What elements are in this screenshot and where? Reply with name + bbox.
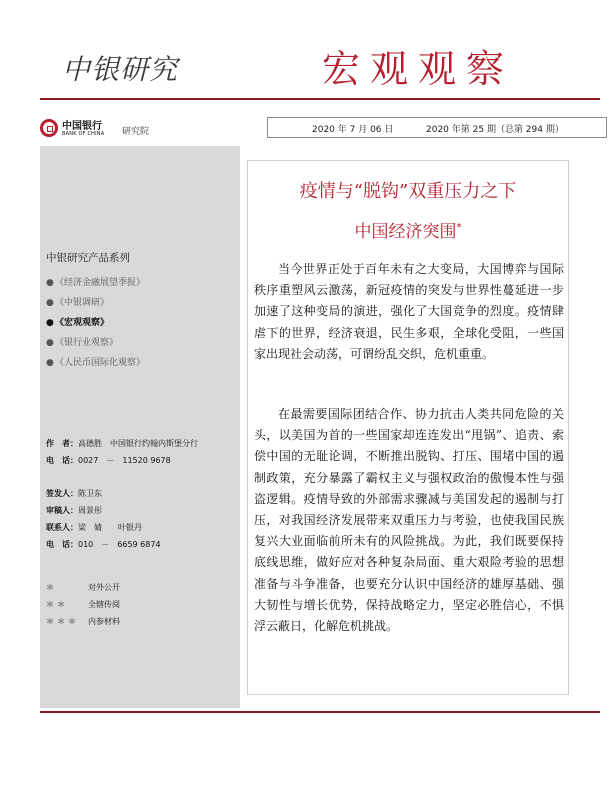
publication-title: 宏观观察 (322, 47, 515, 91)
bank-of-china-logo (40, 117, 114, 141)
header-divider (40, 98, 600, 100)
distribution-level: ＊ 对外公开 (46, 583, 120, 592)
footnote-mark: * (456, 222, 462, 234)
footer-divider (40, 711, 600, 713)
publication-date: 2020 年 7 月 06 日 (312, 125, 394, 135)
contact-line: 联系人：梁 婧 叶银丹 (46, 523, 142, 532)
author-phone-line: 电 话：0027 － 11520 9678 (46, 456, 171, 465)
distribution-level: ＊＊ 全辖传阅 (46, 600, 120, 609)
article (247, 160, 569, 695)
series-item: ●《经济金融展望季报》 (46, 278, 146, 288)
article-paragraph: 在最需要国际团结合作、协力抗击人类共同危险的关头，以美国为首的一些国家却连连发出“甩锅”、追责、索偿中国的无耻论调，不断推出脱钩、打压、围堵中国的遏制政策，充分暴露了霸权主义与强权政治的傲慢本性与强盗逻辑。疫情导致的外部需求骤减与美国发起的遏制与打压，对我国经济发展带来双重压力与考验，也使我国民族复兴大业面临前所未有的风险挑战。为此，我们既要保持底线思维，做好应对各种复杂局面、重大艰险考验的思想准备与斗争准备，也要充分认识中国经济的雄厚基础、强大韧性与增长优势，保持战略定力，坚定必胜信心，不惧浮云蔽日，化解危机挑战。 (254, 407, 564, 634)
distribution-level: ＊＊＊ 内参材料 (46, 617, 120, 626)
series-item: ●《银行业观察》 (46, 338, 119, 348)
institute-label: 研究院 (122, 127, 150, 137)
article-title: 疫情与“脱钩”双重压力之下 (299, 181, 517, 202)
contact-phone-line: 电 话：010 － 6659 6874 (46, 540, 161, 549)
reviewer-line: 审稿人：周景彤 (46, 506, 102, 515)
logo-chinese-name: 中国银行 (62, 121, 102, 132)
series-item-active: ●《宏观观察》 (46, 318, 110, 328)
article-paragraph: 当今世界正处于百年未有之大变局，大国博弈与国际秩序重塑风云激荡，新冠疫情的突发与世界性蔓延进一步加速了这种变局的演进，强化了大国竞争的烈度。疫情肆虐下的世界，经济衰退，民生多艰，全球化受阻，一些国家出现社会动荡，可谓纷乱交织，危机重重。 (254, 262, 564, 361)
series-item: ●《人民币国际化观察》 (46, 358, 146, 368)
logo-english-name: BANK OF CHINA (62, 131, 105, 137)
article-subtitle: 中国经济突围* (354, 222, 462, 242)
series-item: ●《中银调研》 (46, 298, 110, 308)
bullet-icon: ● (46, 278, 54, 288)
series-title: 中银研究产品系列 (46, 252, 130, 264)
sidebar (40, 146, 240, 708)
bank-of-china-emblem-icon (40, 119, 58, 137)
bullet-icon: ● (46, 338, 54, 348)
brand-calligraphy-logo: 中银研究 (62, 53, 179, 86)
issue-number: 2020 年第 25 期（总第 294 期） (426, 125, 564, 135)
author-line: 作 者：高德胜 中国银行约翰内斯堡分行 (46, 439, 198, 448)
bullet-icon: ● (46, 358, 54, 368)
signer-line: 签发人：陈卫东 (46, 489, 102, 498)
bullet-icon: ● (46, 318, 54, 328)
date-issue-box (267, 117, 607, 138)
bullet-icon: ● (46, 298, 54, 308)
